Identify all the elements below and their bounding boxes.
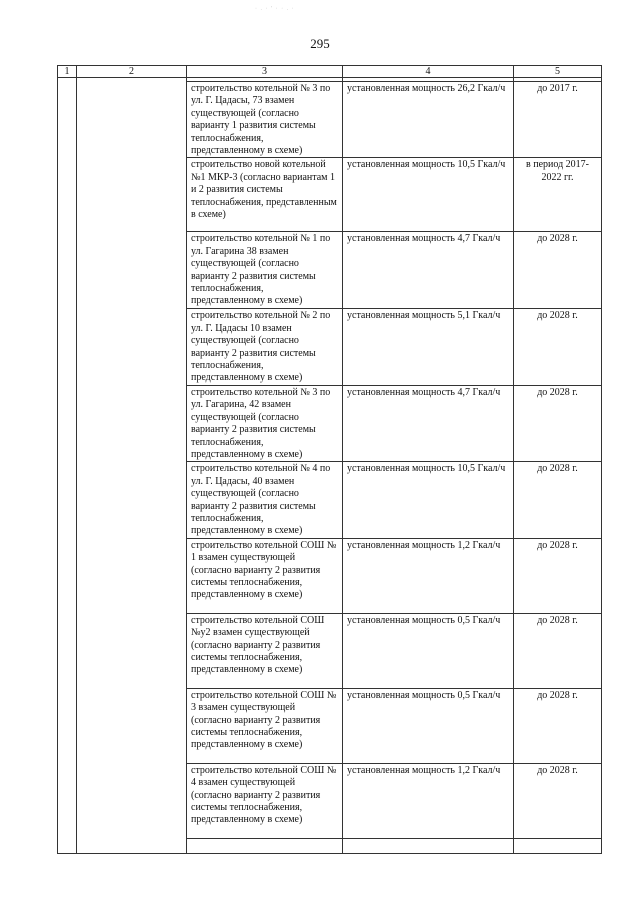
capacity-cell: установленная мощность 10,5 Гкал/ч: [343, 462, 514, 538]
table-header-row: [58, 66, 602, 78]
date-cell: до 2028 г.: [514, 232, 602, 309]
capacity-cell: установленная мощность 0,5 Гкал/ч: [343, 688, 514, 763]
date-cell: до 2028 г.: [514, 309, 602, 385]
capacity-cell: установленная мощность 0,5 Гкал/ч: [343, 613, 514, 688]
measure-cell: строительство котельной № 4 по ул. Г. Цадасы, 40 взамен существующей (согласно варианту 2 развития системы теплоснабжения, представленному в схеме): [187, 462, 343, 538]
empty-cell: [187, 838, 343, 853]
measures-table: [57, 65, 602, 854]
date-cell: до 2028 г.: [514, 763, 602, 838]
measure-cell: строительство новой котельной №1 МКР-3 (согласно вариантам 1 и 2 развития системы теплоснабжения, представленным в схеме): [187, 158, 343, 232]
capacity-cell: установленная мощность 4,7 Гкал/ч: [343, 232, 514, 309]
header-cell-col-4: 4: [343, 66, 514, 78]
header-cell-col-3: 3: [187, 66, 343, 78]
capacity-cell: установленная мощность 26,2 Гкал/ч: [343, 82, 514, 158]
empty-cell: [514, 838, 602, 853]
header-cell-col-1: 1: [58, 66, 77, 78]
capacity-cell: установленная мощность 4,7 Гкал/ч: [343, 385, 514, 461]
measure-cell: строительство котельной № 3 по ул. Гагарина, 42 взамен существующей (согласно варианту 2 развития системы теплоснабжения, представленному в схеме): [187, 385, 343, 461]
date-cell: до 2017 г.: [514, 82, 602, 158]
date-cell: до 2028 г.: [514, 462, 602, 538]
measure-cell: строительство котельной № 2 по ул. Г. Цадасы 10 взамен существующей (согласно варианту 2 развития системы теплоснабжения, представленному в схеме): [187, 309, 343, 385]
empty-cell: [343, 838, 514, 853]
date-cell: до 2028 г.: [514, 385, 602, 461]
date-cell: до 2028 г.: [514, 613, 602, 688]
header-cell-col-5: 5: [514, 66, 602, 78]
measure-cell: строительство котельной СОШ № 4 взамен существующей (согласно варианту 2 развития системы теплоснабжения, представленному в схеме): [187, 763, 343, 838]
measure-cell: строительство котельной № 3 по ул. Г. Цадасы, 73 взамен существующей (согласно варианту 1 развития системы теплоснабжения, представленному в схеме): [187, 82, 343, 158]
col-1-merged-cell: [58, 78, 77, 854]
capacity-cell: установленная мощность 5,1 Гкал/ч: [343, 309, 514, 385]
date-cell: до 2028 г.: [514, 538, 602, 613]
scan-artifact: · . · ' · · . ·: [255, 6, 295, 12]
header-cell-col-2: 2: [77, 66, 187, 78]
capacity-cell: установленная мощность 1,2 Гкал/ч: [343, 538, 514, 613]
measure-cell: строительство котельной СОШ №у2 взамен существующей (согласно варианту 2 развития системы теплоснабжения, представленному в схеме): [187, 613, 343, 688]
date-cell: в период 2017-2022 гг.: [514, 158, 602, 232]
capacity-cell: установленная мощность 10,5 Гкал/ч: [343, 158, 514, 232]
measure-cell: строительство котельной СОШ № 3 взамен существующей (согласно варианту 2 развития системы теплоснабжения, представленному в схеме): [187, 688, 343, 763]
capacity-cell: установленная мощность 1,2 Гкал/ч: [343, 763, 514, 838]
measure-cell: строительство котельной СОШ № 1 взамен существующей (согласно варианту 2 развития системы теплоснабжения, представленному в схеме): [187, 538, 343, 613]
date-cell: до 2028 г.: [514, 688, 602, 763]
measure-cell: строительство котельной № 1 по ул. Гагарина 38 взамен существующей (согласно варианту 2 развития системы теплоснабжения, представленному в схеме): [187, 232, 343, 309]
col-2-merged-cell: [77, 78, 187, 854]
page-number: 295: [310, 36, 330, 51]
